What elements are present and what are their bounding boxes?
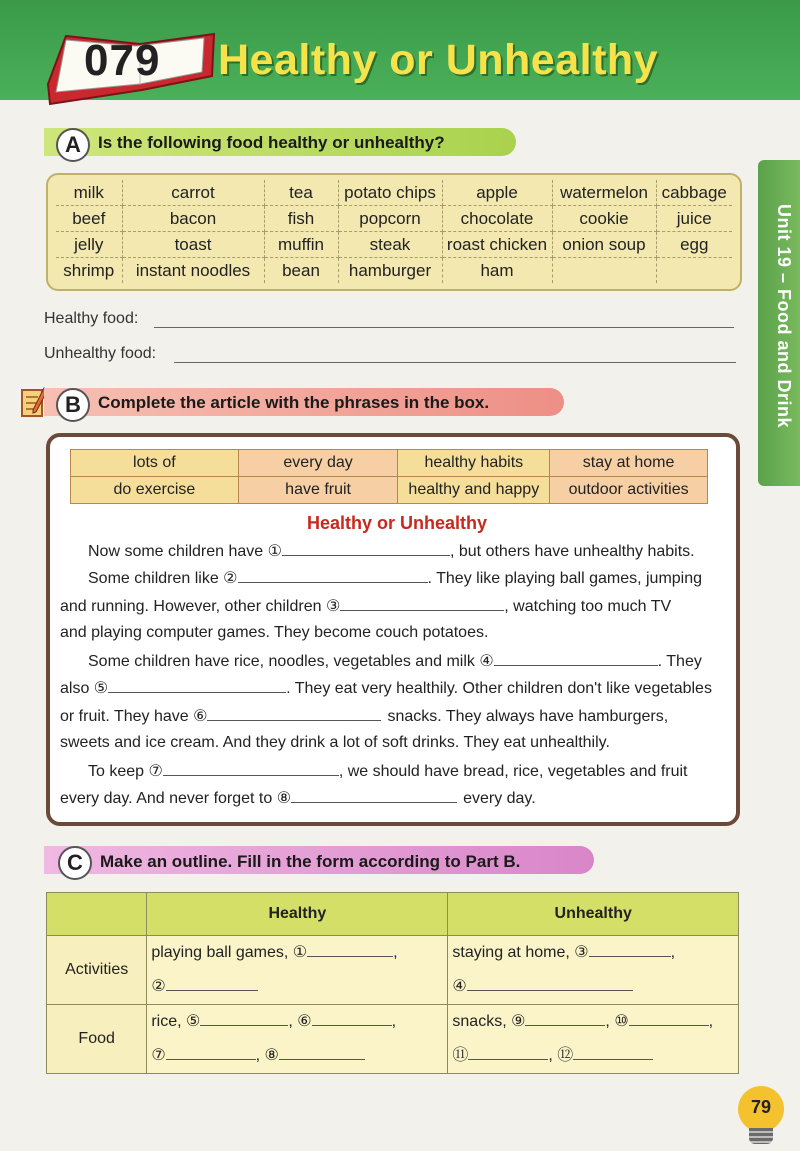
food-word: watermelon (552, 180, 656, 206)
blank-6[interactable] (207, 706, 381, 721)
article-text: every day. And never forget to ⑧ (60, 790, 292, 807)
healthy-food-label: Healthy food: (44, 310, 139, 327)
table-row (56, 206, 732, 232)
article-line (60, 651, 721, 672)
phrase-item: do exercise (71, 477, 239, 504)
outline-text: ④ (452, 978, 467, 995)
phrase-item: lots of (71, 450, 239, 477)
food-word: instant noodles (122, 258, 264, 284)
outline-blank-5[interactable] (200, 1011, 288, 1026)
article-text: Some children like ② (88, 570, 238, 587)
food-word: beef (56, 206, 122, 232)
page-title: Healthy or Unhealthy (218, 36, 659, 84)
article-text: , we should have bread, rice, vegetables and fruit (338, 763, 688, 780)
outline-blank-10[interactable] (629, 1011, 709, 1026)
food-word: steak (338, 232, 442, 258)
outline-text: , ⑧ (255, 1047, 279, 1064)
food-word: fish (264, 206, 338, 232)
blank-5[interactable] (108, 678, 286, 693)
outline-text: playing ball games, ① (151, 944, 308, 961)
table-row (47, 893, 739, 936)
article-text: . They eat very healthily. Other children don't like vegetables (286, 680, 712, 697)
outline-header-healthy: Healthy (147, 893, 448, 936)
outline-text: rice, ⑤ (151, 1013, 201, 1030)
outline-text: , (708, 1013, 714, 1030)
article-line (60, 568, 721, 589)
food-word: bean (264, 258, 338, 284)
outline-blank-8[interactable] (279, 1045, 365, 1060)
food-word: juice (656, 206, 732, 232)
outline-table (46, 892, 739, 1074)
food-word: egg (656, 232, 732, 258)
table-row (47, 936, 739, 1005)
table-row (56, 180, 732, 206)
article-title: Healthy or Unhealthy (306, 513, 488, 533)
outline-text: , (391, 1013, 397, 1030)
article-text: every day. (463, 790, 536, 807)
article-text: To keep ⑦ (88, 763, 163, 780)
blank-8[interactable] (291, 788, 457, 803)
article-line (60, 761, 721, 782)
phrase-item: have fruit (238, 477, 398, 504)
outline-blank-9[interactable] (525, 1011, 605, 1026)
outline-text: ⑪ (452, 1047, 469, 1064)
table-row (56, 232, 732, 258)
food-word: onion soup (552, 232, 656, 258)
outline-corner-cell (47, 893, 147, 936)
table-row (71, 450, 708, 477)
food-word: jelly (56, 232, 122, 258)
food-word: chocolate (442, 206, 552, 232)
section-c-badge: C (58, 846, 92, 880)
food-word: potato chips (338, 180, 442, 206)
article-text: or fruit. They have ⑥ (60, 708, 208, 725)
phrase-item: outdoor activities (550, 477, 708, 504)
table-row (47, 1005, 739, 1074)
phrase-item: every day (238, 450, 398, 477)
food-word: toast (122, 232, 264, 258)
food-word: cabbage (656, 180, 732, 206)
blank-1[interactable] (282, 541, 450, 556)
food-word: tea (264, 180, 338, 206)
unit-side-tab-label: Unit 19 – Food and Drink (774, 204, 794, 429)
outline-header-unhealthy: Unhealthy (448, 893, 739, 936)
outline-text: , (670, 944, 676, 961)
food-word: apple (442, 180, 552, 206)
outline-blank-4[interactable] (467, 976, 633, 991)
outline-cell-food-healthy (147, 1005, 448, 1074)
article-line: and playing computer games. They become couch potatoes. (60, 624, 489, 641)
outline-blank-7[interactable] (166, 1045, 256, 1060)
food-word: bacon (122, 206, 264, 232)
outline-text: , ⑥ (288, 1013, 312, 1030)
section-a-badge: A (56, 128, 90, 162)
section-c-instruction: Make an outline. Fill in the form according to Part B. (100, 852, 521, 871)
food-word: carrot (122, 180, 264, 206)
article-line (60, 706, 721, 727)
unhealthy-food-label: Unhealthy food: (44, 345, 157, 362)
outline-blank-3[interactable] (589, 942, 671, 957)
blank-4[interactable] (494, 651, 658, 666)
article-line: sweets and ice cream. And they drink a lot of soft drinks. They eat unhealthily. (60, 734, 610, 751)
article-text: , but others have unhealthy habits. (449, 543, 695, 560)
food-word: roast chicken (442, 232, 552, 258)
healthy-food-answer-line[interactable] (154, 327, 734, 328)
lightbulb-base-icon (749, 1128, 773, 1144)
table-row (71, 477, 708, 504)
outline-blank-11[interactable] (468, 1045, 548, 1060)
food-word-table (56, 180, 732, 283)
outline-blank-2[interactable] (166, 976, 258, 991)
blank-7[interactable] (163, 761, 339, 776)
blank-3[interactable] (340, 596, 504, 611)
article-text: and running. However, other children ③ (60, 598, 341, 615)
outline-blank-1[interactable] (307, 942, 393, 957)
outline-text: ⑦ (151, 1047, 166, 1064)
unhealthy-food-answer-line[interactable] (174, 362, 736, 363)
outline-cell-activities-unhealthy (448, 936, 739, 1005)
outline-blank-12[interactable] (573, 1045, 653, 1060)
outline-cell-food-unhealthy (448, 1005, 739, 1074)
article-text: snacks. They always have hamburgers, (387, 708, 669, 725)
outline-text: staying at home, ③ (452, 944, 589, 961)
table-row (56, 258, 732, 284)
outline-text: , ⑫ (548, 1047, 574, 1064)
outline-blank-6[interactable] (312, 1011, 392, 1026)
food-word: ham (442, 258, 552, 284)
outline-row-activities: Activities (47, 936, 147, 1005)
phrase-item: stay at home (550, 450, 708, 477)
article-text: also ⑤ (60, 680, 109, 697)
outline-cell-activities-healthy (147, 936, 448, 1005)
phrase-box (70, 449, 708, 504)
outline-text: , (393, 944, 398, 961)
food-word: shrimp (56, 258, 122, 284)
page-number: 79 (738, 1086, 784, 1132)
section-b-badge: B (56, 388, 90, 422)
outline-text: ② (151, 978, 166, 995)
outline-text: snacks, ⑨ (452, 1013, 526, 1030)
article-line (60, 788, 721, 809)
food-word: popcorn (338, 206, 442, 232)
article-text: Now some children have ① (88, 543, 282, 560)
article-text: . They like playing ball games, jumping (427, 570, 703, 587)
section-a-instruction: Is the following food healthy or unhealthy? (98, 133, 445, 152)
section-b-instruction: Complete the article with the phrases in the box. (98, 393, 490, 412)
phrase-item: healthy and happy (398, 477, 550, 504)
article-text: . They (657, 653, 702, 670)
phrase-item: healthy habits (398, 450, 550, 477)
food-word: milk (56, 180, 122, 206)
blank-2[interactable] (238, 568, 428, 583)
article-line (60, 541, 721, 562)
lesson-number: 079 (84, 36, 161, 85)
outline-row-food: Food (47, 1005, 147, 1074)
food-word: muffin (264, 232, 338, 258)
outline-text: , ⑩ (605, 1013, 629, 1030)
article-line (60, 596, 721, 617)
food-word: cookie (552, 206, 656, 232)
article-line (60, 678, 721, 699)
food-word (552, 258, 656, 284)
article-text: Some children have rice, noodles, vegetables and milk ④ (88, 653, 494, 670)
food-word (656, 258, 732, 284)
food-word: hamburger (338, 258, 442, 284)
article-text: , watching too much TV (504, 598, 672, 615)
